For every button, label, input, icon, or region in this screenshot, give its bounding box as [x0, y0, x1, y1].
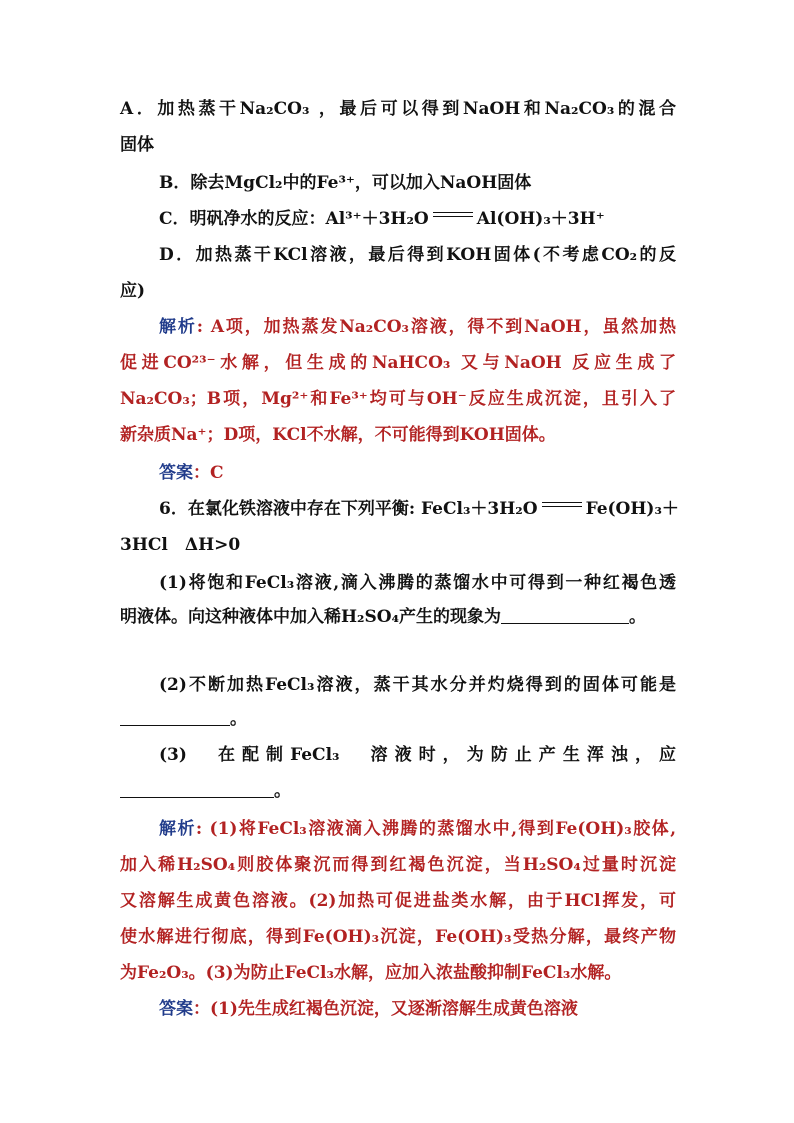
analysis-5-line-1 [159, 315, 676, 339]
option-c-right: Al(OH)₃＋3H⁺ [476, 209, 605, 229]
analysis-6-line-2: 加入稀H₂SO₄则胶体聚沉而得到红褐色沉淀，当H₂SO₄过量时沉淀 [120, 855, 676, 875]
answer-blank-3[interactable] [120, 781, 274, 798]
part-2-end: 。 [230, 709, 247, 729]
part-1-line-1: (1)将饱和FeCl₃溶液,滴入沸腾的蒸馏水中可得到一种红褐色透 [159, 573, 676, 593]
answer-6-value: ：(1)先生成红褐色沉淀，又逐渐溶解生成黄色溶液 [193, 999, 578, 1019]
analysis-6-line-4: 使水解进行彻底，得到Fe(OH)₃沉淀，Fe(OH)₃受热分解，最终产物 [120, 927, 676, 947]
part-1-line-2 [120, 605, 676, 629]
analysis-label: 解析 [159, 819, 196, 839]
option-d-line-1: D．加热蒸干KCl溶液，最后得到KOH固体(不考虑CO₂的反 [159, 245, 676, 265]
answer-blank-2[interactable] [120, 709, 230, 726]
analysis-6-line-1 [159, 817, 676, 841]
option-c-left: C．明矾净水的反应：Al³⁺＋3H₂O [159, 209, 429, 229]
option-a-line-1: A．加热蒸干Na₂CO₃ ，最后可以得到NaOH和Na₂CO₃的混合 [120, 99, 676, 119]
answer-blank-1[interactable] [501, 607, 629, 624]
option-b: B．除去MgCl₂中的Fe³⁺，可以加入NaOH固体 [159, 173, 532, 193]
option-d-line-2: 应) [120, 281, 146, 301]
question-6-stem-right: Fe(OH)₃＋ [585, 499, 679, 519]
analysis-5-text-1: : A项，加热蒸发Na₂CO₃溶液，得不到NaOH，虽然加热 [196, 317, 677, 337]
part-3-line-1: (3) 在配制FeCl₃ 溶液时，为防止产生浑浊，应 [159, 745, 676, 765]
answer-label: 答案 [159, 999, 193, 1019]
answer-5 [159, 461, 715, 485]
option-c [159, 207, 715, 231]
question-6-stem-1 [159, 497, 679, 521]
answer-5-value: ：C [193, 463, 224, 483]
part-3-line-2 [120, 779, 676, 803]
part-2-line-1: (2)不断加热FeCl₃溶液，蒸干其水分并灼烧得到的固体可能是 [159, 675, 676, 695]
part-2-line-2 [120, 707, 676, 731]
analysis-5-line-2: 促进CO²³⁻水解，但生成的NaHCO₃ 又与NaOH 反应生成了 [120, 353, 676, 373]
analysis-label: 解析 [159, 317, 197, 337]
part-1-text: 明液体。向这种液体中加入稀H₂SO₄产生的现象为 [120, 607, 502, 627]
part-1-end: 。 [629, 607, 647, 627]
option-a-line-2: 固体 [120, 135, 154, 155]
analysis-6-line-3: 又溶解生成黄色溶液。(2)加热可促进盐类水解，由于HCl挥发，可 [120, 891, 676, 911]
analysis-5-line-3: Na₂CO₃；B项，Mg²⁺和Fe³⁺均可与OH⁻反应生成沉淀，且引入了 [120, 389, 676, 409]
part-3-end: 。 [274, 781, 291, 801]
answer-label: 答案 [159, 463, 193, 483]
answer-6 [159, 997, 715, 1021]
equilibrium-arrow-icon [540, 501, 584, 511]
question-6-stem-2: 3HCl ΔH>0 [120, 535, 241, 555]
analysis-6-line-5: 为Fe₂O₃。(3)为防止FeCl₃水解，应加入浓盐酸抑制FeCl₃水解。 [120, 963, 622, 983]
analysis-6-text-1: : (1)将FeCl₃溶液滴入沸腾的蒸馏水中,得到Fe(OH)₃胶体, [195, 819, 677, 839]
question-6-stem-left: 6．在氯化铁溶液中存在下列平衡: FeCl₃＋3H₂O [159, 499, 538, 519]
equilibrium-arrow-icon [431, 211, 475, 221]
analysis-5-line-4: 新杂质Na⁺；D项，KCl不水解，不可能得到KOH固体。 [120, 425, 556, 445]
